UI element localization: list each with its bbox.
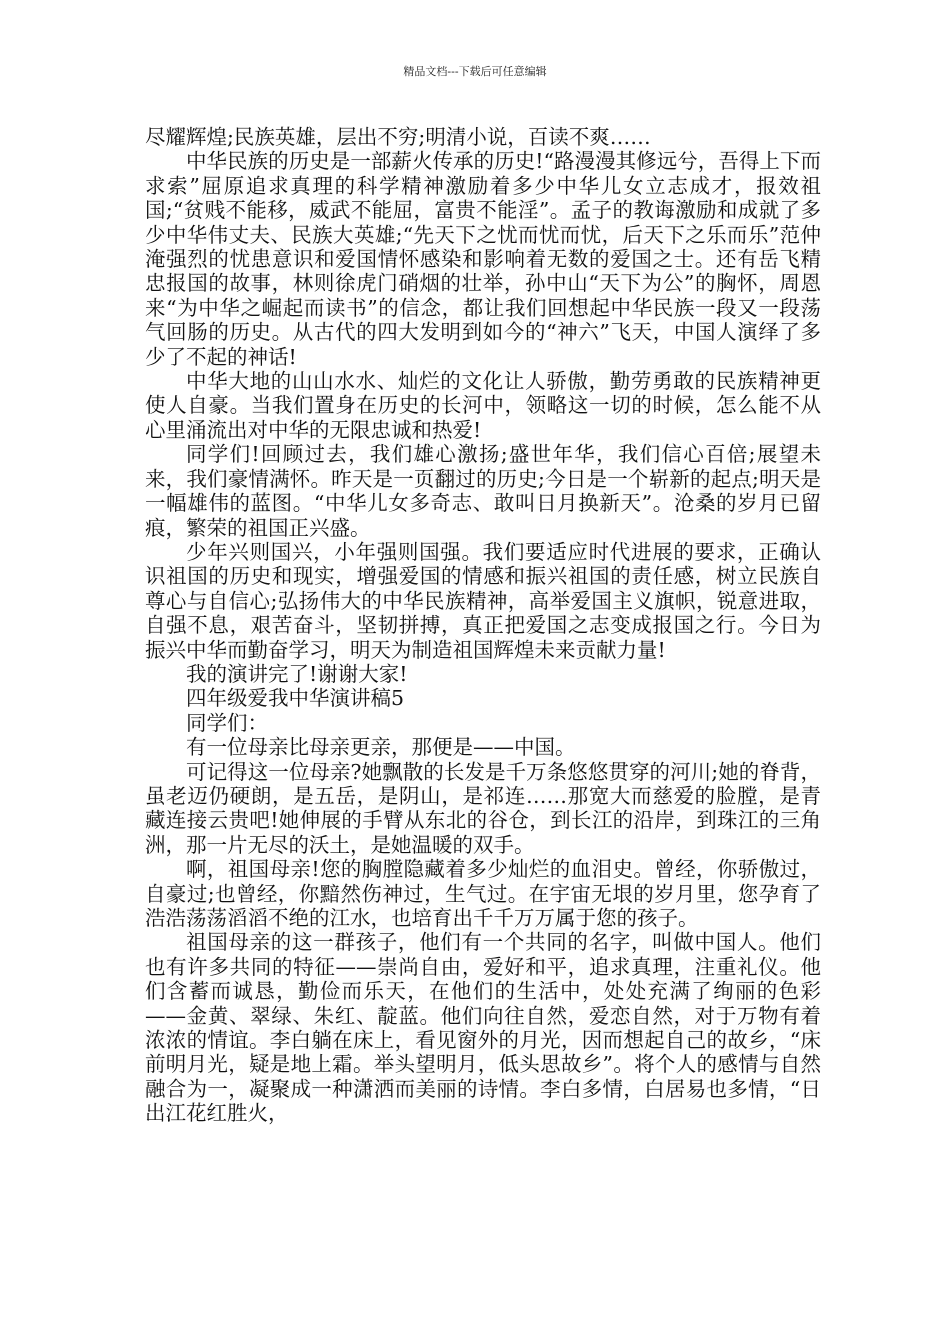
paragraph-pride: 中华大地的山山水水、灿烂的文化让人骄傲，勤劳勇敢的民族精神更使人自豪。当我们置身在历史的长河中，领略这一切的时候，怎么能不从心里涌流出对中华的无限忠诚和热爱!: [145, 369, 821, 442]
paragraph-review: 同学们!回顾过去，我们雄心激扬;盛世年华，我们信心百倍;展望未来，我们豪情满怀。昨天是一页翻过的历史;今日是一个崭新的起点;明天是一幅雄伟的蓝图。“中华儿女多奇志、敢叫日月换新天”。沧桑的岁月已留痕，繁荣的祖国正兴盛。: [145, 442, 821, 540]
closing-line: 我的演讲完了!谢谢大家!: [186, 661, 408, 686]
document-body: [145, 125, 821, 1126]
paragraph-mother-history: 啊，祖国母亲!您的胸膛隐藏着多少灿烂的血泪史。曾经，你骄傲过，自豪过;也曾经，你黯然伤神过，生气过。在宇宙无垠的岁月里，您孕育了浩浩荡荡滔滔不绝的江水，也培育出千千万万属于您的孩子。: [145, 857, 821, 930]
page-header: 精品文档---下载后可任意编辑: [403, 65, 547, 78]
speech-title: 四年级爱我中华演讲稿5: [186, 686, 405, 711]
paragraph-history: 中华民族的历史是一部薪火传承的历史!“路漫漫其修远兮，吾得上下而求索”屈原追求真理的科学精神激励着多少中华儿女立志成才，报效祖国;“贫贱不能移，威武不能屈，富贵不能淫”。孟子的教诲激励和成就了多少中华伟丈夫、民族大英雄;“先天下之忧而忧而忧，后天下之乐而乐”范仲淹强烈的忧患意识和爱国情怀感染和影响着无数的爱国之士。还有岳飞精忠报国的故事，林则徐虎门硝烟的壮举，孙中山“天下为公”的胸怀，周恩来“为中华之崛起而读书”的信念，都让我们回想起中华民族一段又一段荡气回肠的历史。从古代的四大发明到如今的“神六”飞天，中国人演绎了多少了不起的神话!: [145, 149, 821, 369]
paragraph-youth: 少年兴则国兴，小年强则国强。我们要适应时代进展的要求，正确认识祖国的历史和现实，增强爱国的情感和振兴祖国的责任感，树立民族自尊心与自信心;弘扬伟大的中华民族精神，高举爱国主义旗帜，锐意进取，自强不息，艰苦奋斗，坚韧拼搏，真正把爱国之志变成报国之行。今日为振兴中华而勤奋学习，明天为制造祖国辉煌未来贡献力量!: [145, 539, 821, 662]
paragraph-mother-intro: 有一位母亲比母亲更亲，那便是——中国。: [186, 735, 576, 760]
paragraph-continuation: 尽耀辉煌;民族英雄，层出不穷;明清小说，百读不爽……: [145, 125, 651, 149]
paragraph-children: 祖国母亲的这一群孩子，他们有一个共同的名字，叫做中国人。他们也有许多共同的特征——崇尚自由，爱好和平，追求真理，注重礼仪。他们含蓄而诚恳，勤俭而乐天，在他们的生活中，处处充满了绚丽的色彩——金黄、翠绿、朱红、靛蓝。他们向往自然，爱恋自然，对于万物有着浓浓的情谊。李白躺在床上，看见窗外的月光，因而想起自己的故乡，“床前明月光，疑是地上霜。举头望明月，低头思故乡”。将个人的感情与自然融合为一，凝聚成一种潇洒而美丽的诗情。李白多情，白居易也多情，“日出江花红胜火，: [145, 930, 821, 1126]
salutation: 同学们：: [186, 710, 268, 735]
paragraph-mother-description: 可记得这一位母亲?她飘散的长发是千万条悠悠贯穿的河川;她的脊背，虽老迈仍硬朗，是五岳，是阴山，是祁连……那宽大而慈爱的脸膛，是青藏连接云贵吧!她伸展的手臂从东北的谷仓，到长江的沿岸，到珠江的三角洲，那一片无尽的沃土，是她温暖的双手。: [145, 759, 821, 857]
